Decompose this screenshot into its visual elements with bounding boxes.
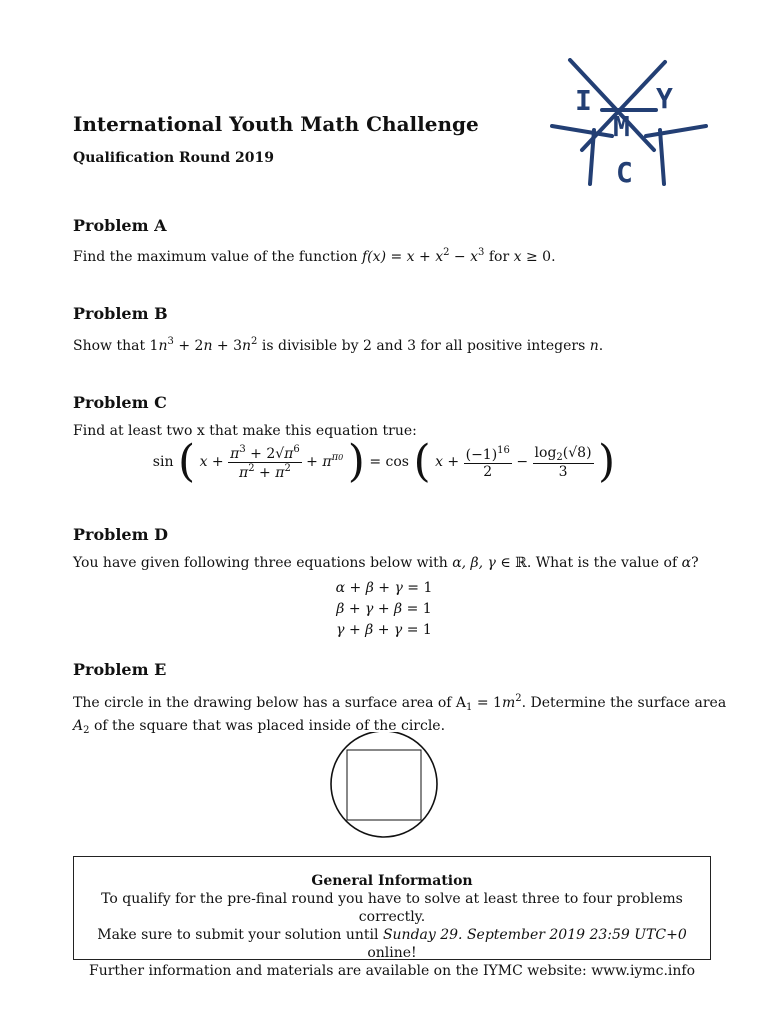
problem-d-heading: Problem D xyxy=(73,525,168,544)
problem-a-text: Find the maximum value of the function $f(x) = x + x^2 - x^3$ for x ≥ 0. xyxy=(73,247,556,265)
circle-square-drawing xyxy=(328,732,440,840)
page-subtitle: Qualification Round 2019 xyxy=(73,150,274,166)
equation-2: β + γ + β = 1 xyxy=(336,601,432,617)
problem-c-text: Find at least two x that make this equation true: xyxy=(73,423,417,439)
equation-3: γ + β + γ = 1 xyxy=(336,622,432,638)
problem-e-text: The circle in the drawing below has a surface area of $A_1 = 1m^2$. Determine the surface area $A_2$ of the square that was placed inside of the circle. xyxy=(73,693,727,736)
problem-b-text: Show that $1n^3 + 2n + 3n^2$ is divisible by 2 and 3 for all positive integers n. xyxy=(73,336,604,354)
problem-a-heading: Problem A xyxy=(73,216,167,235)
problem-a-formula: $f(x) = x + x^2 - x^3$ xyxy=(362,247,485,265)
problem-e-heading: Problem E xyxy=(73,660,167,679)
info-line-3: Further information and materials are available on the IYMC website: www.iymc.info xyxy=(88,963,695,979)
problem-c-heading: Problem C xyxy=(73,393,167,412)
logo-letter-i: I xyxy=(575,84,592,117)
logo-letter-y: Y xyxy=(656,82,673,115)
info-heading: General Information xyxy=(311,873,473,889)
logo-letter-c: C xyxy=(616,156,633,189)
general-information-box xyxy=(73,856,711,979)
problem-d-equation-system xyxy=(0,578,768,641)
problem-c-equation: sin ( x + $\frac{\pi^3 + 2√\pi^6}{\pi^2 + \pi^2}$ + $\pi^{\pi 0}$ ) = cos ( x + $\frac{(-1)^{16}}{2}$ − $\frac{\log_2(√8)}{3}$ ) xyxy=(152,436,616,487)
logo-letter-m: M xyxy=(613,110,630,143)
problem-b-heading: Problem B xyxy=(73,304,168,323)
problem-b-formula: $1n^3 + 2n + 3n^2$ xyxy=(149,336,258,354)
equation-1: α + β + γ = 1 xyxy=(335,580,433,596)
problem-d-text: You have given following three equations below with α, β, γ ∈ ℝ. What is the value of α? xyxy=(73,555,699,571)
info-line-2: Make sure to submit your solution until Sunday 29. September 2019 23:59 UTC+0 online! xyxy=(97,927,687,961)
page-title: International Youth Math Challenge xyxy=(73,112,479,136)
info-line-1: To qualify for the pre-final round you have to solve at least three to four problems correctly. xyxy=(101,891,683,925)
iymc-logo xyxy=(548,58,710,190)
